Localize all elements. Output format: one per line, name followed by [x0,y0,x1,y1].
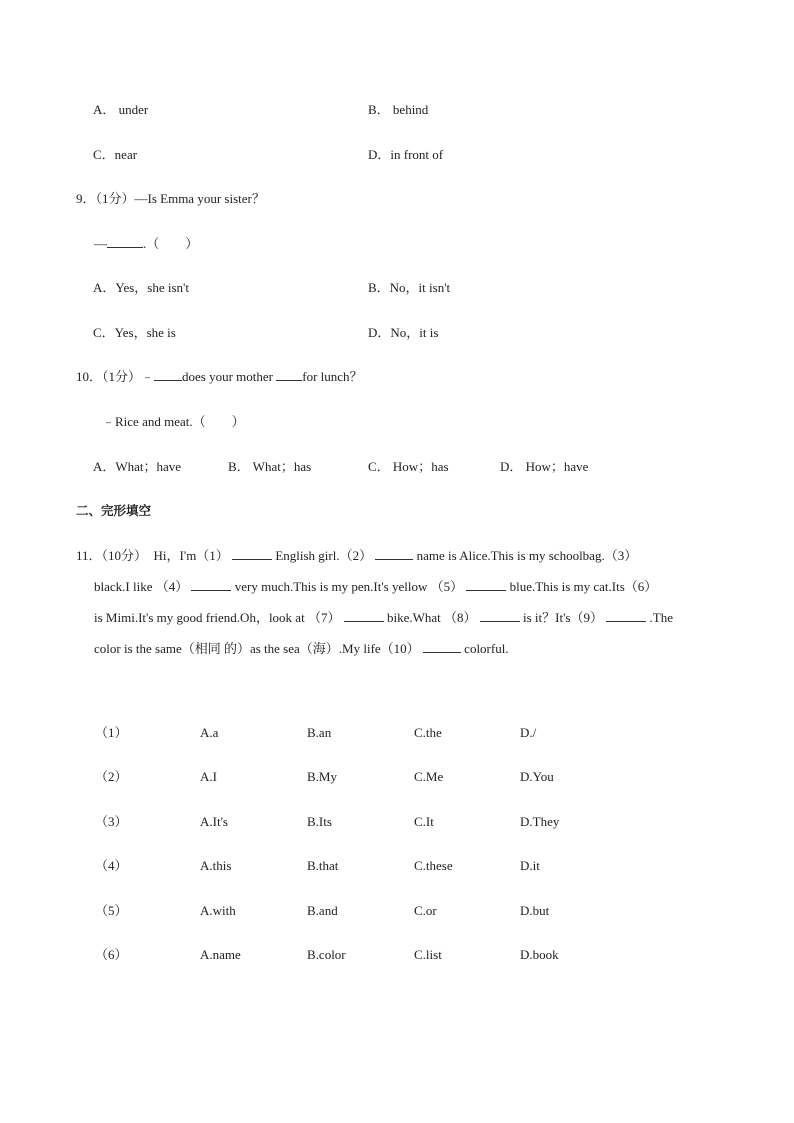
q10-blank-2[interactable] [276,368,302,381]
q11-text: is it？It's（9） [523,610,603,625]
q11-text: color is the same（相同 的）as the sea（海）.My life（10） [94,641,420,656]
q9-answer-line [94,235,198,253]
q10-end-text: for lunch？ [302,369,363,384]
q8-option-c[interactable]: C．near [93,147,138,162]
choice-a[interactable]: A.I [200,769,217,784]
choice-d[interactable]: D.book [520,947,559,962]
choice-c[interactable]: C.the [414,725,442,740]
choice-d[interactable]: D./ [520,725,537,740]
q11-passage-line-2 [94,578,734,596]
q11-blank-9[interactable] [606,609,646,622]
q11-text: black.I like （4） [94,579,189,594]
q9-option-b[interactable]: B．No，it isn't [368,280,451,295]
choice-number: （3） [95,814,128,829]
choice-c[interactable]: C.It [414,814,434,829]
q10-option-b[interactable]: B． What；has [228,459,312,474]
q11-text: is Mimi.It's my good friend.Oh，look at （7） [94,610,341,625]
q10-number: 10．（1分）﹣ [76,369,155,384]
q11-blank-7[interactable] [344,609,384,622]
q11-blank-1[interactable] [232,547,272,560]
choice-c[interactable]: C.these [414,858,453,873]
q8-option-b[interactable]: B． behind [368,102,429,117]
choice-c[interactable]: C.or [414,903,437,918]
choice-c[interactable]: C.Me [414,769,444,784]
q11-text: blue.This is my cat.Its（6） [509,579,658,594]
q11-passage-line-3 [94,609,734,627]
q9-answer-prefix: — [94,236,107,251]
q8-option-d[interactable]: D．in front of [368,147,444,162]
q9-blank[interactable] [107,235,143,248]
choice-d[interactable]: D.They [520,814,560,829]
choice-b[interactable]: B.and [307,903,338,918]
choice-a[interactable]: A.a [200,725,219,740]
q11-text: 11．（10分） Hi，I'm（1） [76,548,229,563]
q11-blank-4[interactable] [191,578,231,591]
q10-mid-text: does your mother [182,369,273,384]
q11-text: name is Alice.This is my schoolbag.（3） [416,548,638,563]
q10-option-a[interactable]: A．What；have [93,459,182,474]
choice-d[interactable]: D.You [520,769,554,784]
q11-blank-10[interactable] [423,640,461,653]
choice-a[interactable]: A.with [200,903,236,918]
q10-stem [76,368,363,386]
choice-b[interactable]: B.My [307,769,337,784]
q9-option-d[interactable]: D．No，it is [368,325,439,340]
choice-number: （1） [95,725,128,740]
choice-number: （2） [95,769,128,784]
choice-b[interactable]: B.color [307,947,346,962]
choice-d[interactable]: D.but [520,903,550,918]
choice-a[interactable]: A.this [200,858,232,873]
q11-text: English girl.（2） [275,548,373,563]
choice-a[interactable]: A.It's [200,814,228,829]
choice-d[interactable]: D.it [520,858,540,873]
q10-option-c[interactable]: C． How；has [368,459,449,474]
section-title: 二、完形填空 [76,503,152,518]
q11-blank-2[interactable] [375,547,413,560]
q10-option-d[interactable]: D． How；have [500,459,589,474]
choice-b[interactable]: B.an [307,725,332,740]
q9-answer-suffix: .（ ） [143,236,199,251]
choice-number: （5） [95,903,128,918]
choice-number: （4） [95,858,128,873]
q9-option-c[interactable]: C．Yes，she is [93,325,176,340]
choice-number: （6） [95,947,128,962]
q11-blank-8[interactable] [480,609,520,622]
q9-option-a[interactable]: A．Yes，she isn't [93,280,190,295]
q11-text: .The [649,610,673,625]
q11-text: colorful. [464,641,509,656]
choice-b[interactable]: B.Its [307,814,332,829]
q11-blank-5[interactable] [466,578,506,591]
choice-c[interactable]: C.list [414,947,442,962]
q11-text: bike.What （8） [386,610,477,625]
choice-b[interactable]: B.that [307,858,339,873]
q11-passage-line-1 [76,547,716,565]
q10-blank-1[interactable] [154,368,182,381]
q10-answer: ﹣Rice and meat.（ ） [102,414,245,429]
choice-a[interactable]: A.name [200,947,241,962]
q9-stem: 9．（1分）—Is Emma your sister？ [76,191,265,206]
q8-option-a[interactable]: A． under [93,102,149,117]
q11-text: very much.This is my pen.It's yellow （5） [234,579,464,594]
q11-passage-line-4 [94,640,734,658]
